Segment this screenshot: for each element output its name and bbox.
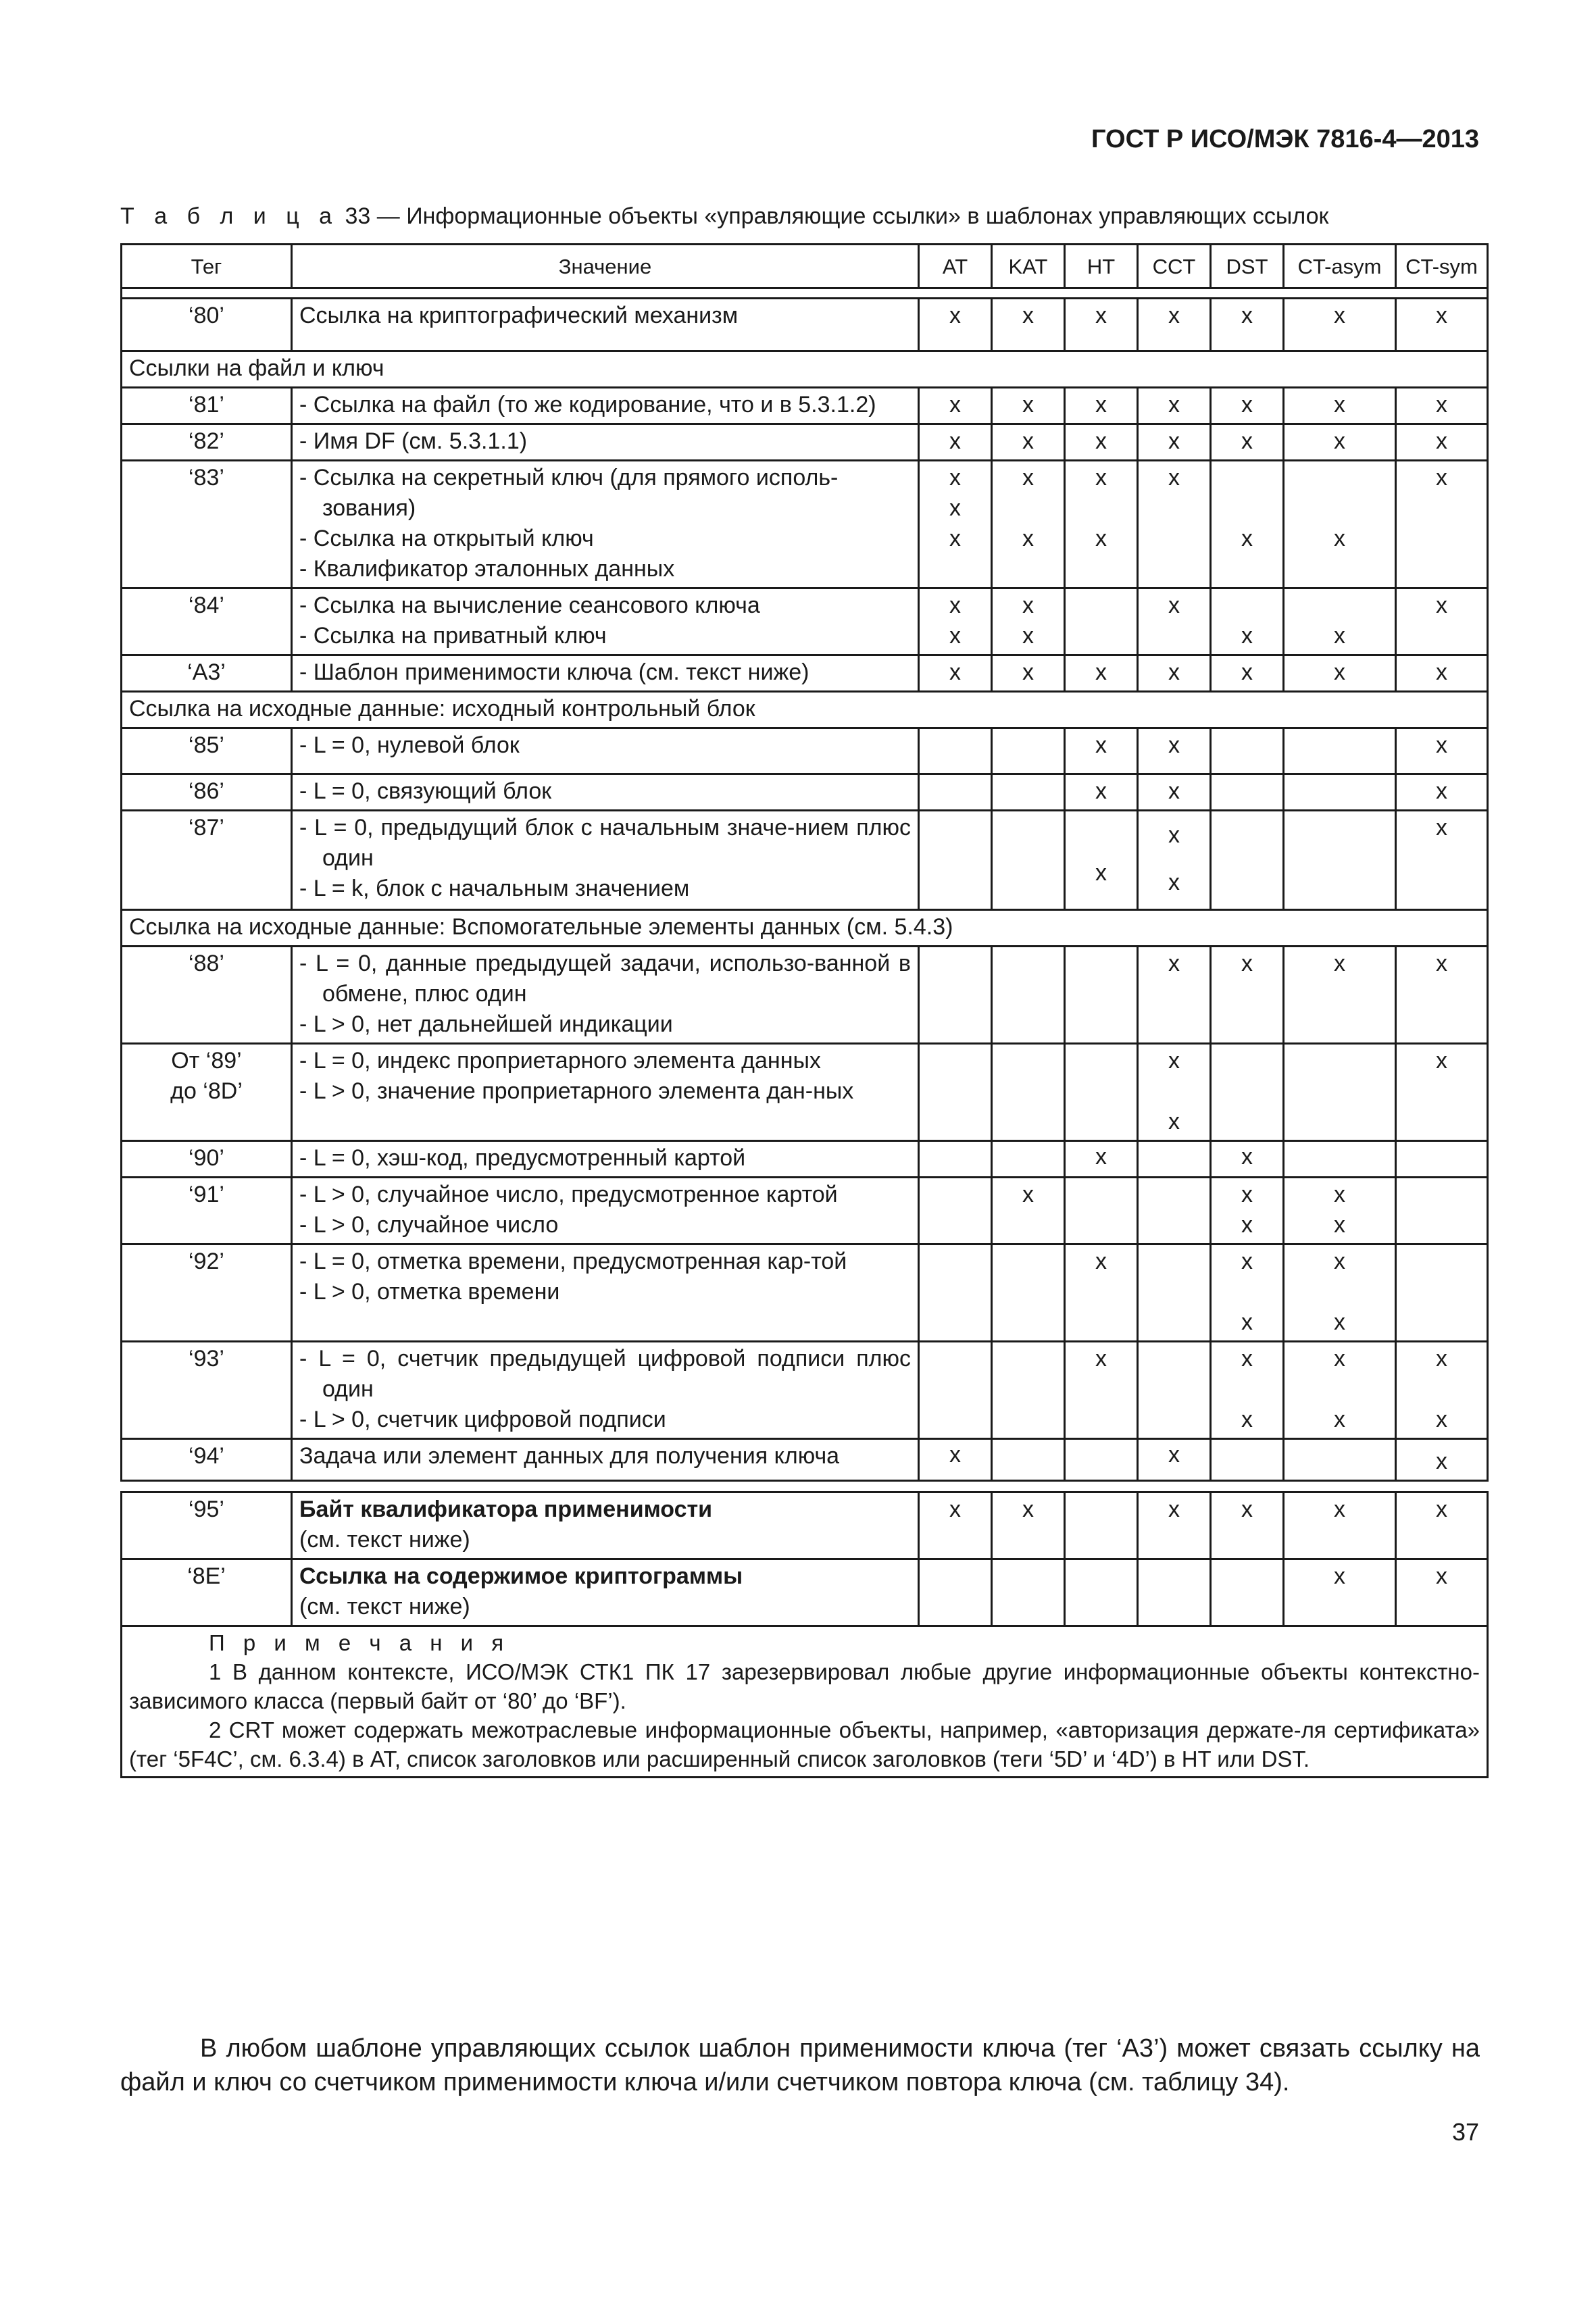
mark-cct: x: [1138, 299, 1211, 351]
row-tag: ‘A3’: [122, 655, 292, 692]
table-caption-prefix: Т а б л и ц а: [120, 203, 339, 229]
header-row: [122, 245, 1488, 288]
mark-ct-asym: [1284, 1044, 1396, 1141]
row-value-line: - Ссылка на секретный ключ (для прямого исполь-зования): [299, 465, 839, 521]
row-tag: ‘93’: [122, 1342, 292, 1439]
mark-at: [919, 1178, 992, 1244]
mark-ht: [1065, 1559, 1138, 1626]
row-value: - Ссылка на файл (то же кодирование, что и в 5.3.1.2): [299, 392, 876, 418]
mark-kat: x: [992, 388, 1065, 424]
mark-cct: [1138, 1342, 1211, 1439]
notes-row: [122, 1626, 1488, 1778]
row-value: - L = 0, нулевой блок: [299, 732, 520, 758]
mark-ct-asym: x x: [1284, 1244, 1396, 1342]
mark-kat: [992, 1244, 1065, 1342]
mark-at: [919, 1559, 992, 1626]
col-header-ht: HT: [1065, 245, 1138, 288]
row-value-line: - L = 0, счетчик предыдущей цифровой подписи плюс один: [299, 1346, 911, 1402]
table-row: [122, 1439, 1488, 1481]
row-value: Задача или элемент данных для получения ключа: [299, 1443, 840, 1469]
row-value-line: - L = k, блок с начальным значением: [299, 876, 690, 901]
mark-dst: [1211, 774, 1284, 811]
mark-cct: [1138, 1244, 1211, 1342]
mark-cct: x: [1138, 1439, 1211, 1481]
mark-at: [919, 947, 992, 1044]
section-title: [122, 910, 1488, 947]
mark-ht: [1065, 1044, 1138, 1141]
mark-dst: x x: [1211, 1244, 1284, 1342]
mark-at: x: [919, 299, 992, 351]
row-tag: ‘90’: [122, 1141, 292, 1178]
row-value-line: Ссылка на содержимое криптограммы: [299, 1563, 743, 1589]
body-paragraph: [120, 2032, 1480, 2099]
mark-at: [919, 1044, 992, 1141]
mark-ct-asym: [1284, 811, 1396, 910]
mark-kat: [992, 728, 1065, 774]
row-value-line: Байт квалификатора применимости: [299, 1496, 713, 1522]
table-row: [122, 811, 1488, 910]
table-row: [122, 947, 1488, 1044]
mark-cct: x: [1138, 388, 1211, 424]
mark-kat: [992, 947, 1065, 1044]
row-value-line: - Ссылка на приватный ключ: [299, 623, 607, 649]
row-value-line: - Квалификатор эталонных данных: [299, 556, 675, 582]
col-header-at: AT: [919, 245, 992, 288]
row-tag: ‘87’: [122, 811, 292, 910]
row-value: - L = 0, связующий блок: [299, 778, 552, 804]
mark-ht: x x: [1065, 461, 1138, 588]
col-header-ct-sym: CT-sym: [1396, 245, 1488, 288]
row-value-line: - Ссылка на открытый ключ: [299, 526, 594, 551]
row-value-line: - L > 0, нет дальнейшей индикации: [299, 1011, 673, 1037]
mark-ct-asym: x x: [1284, 1342, 1396, 1439]
mark-dst: x: [1211, 655, 1284, 692]
mark-cct: [1138, 1178, 1211, 1244]
header-gap: [122, 288, 1488, 299]
mark-cct: x: [1138, 461, 1211, 588]
mark-ct-asym: x: [1284, 388, 1396, 424]
mark-kat: x x: [992, 588, 1065, 655]
mark-cct: x: [1138, 1492, 1211, 1559]
mark-ct-sym: [1396, 1141, 1488, 1178]
mark-ht: [1065, 588, 1138, 655]
row-value: - Шаблон применимости ключа (см. текст ниже): [299, 659, 809, 685]
mark-at: [919, 728, 992, 774]
mark-ht: x: [1065, 1342, 1138, 1439]
row-value: - Имя DF (см. 5.3.1.1): [299, 428, 528, 454]
mark-ht: [1065, 1492, 1138, 1559]
mark-ct-sym: x: [1396, 424, 1488, 461]
mark-cct: x x: [1138, 1044, 1211, 1141]
mark-ht: x: [1065, 1244, 1138, 1342]
mark-kat: [992, 774, 1065, 811]
row-value-line: - L = 0, индекс проприетарного элемента данных: [299, 1048, 821, 1074]
mark-ct-asym: x: [1284, 424, 1396, 461]
mark-at: x: [919, 1439, 992, 1481]
mark-ct-sym: [1396, 1178, 1488, 1244]
mark-dst: [1211, 1559, 1284, 1626]
col-header-ct-asym: CT-asym: [1284, 245, 1396, 288]
mark-ht: x: [1065, 655, 1138, 692]
mark-at: x x x: [919, 461, 992, 588]
notes-cell: [122, 1626, 1488, 1778]
mark-ht: x: [1065, 811, 1138, 910]
row-tag: ‘95’: [122, 1492, 292, 1559]
row-tag: ‘92’: [122, 1244, 292, 1342]
standard-id: ГОСТ Р ИСО/МЭК 7816-4—2013: [1091, 125, 1479, 153]
table-caption-text: 33 — Информационные объекты «управляющие ссылки» в шаблонах управляющих ссылок: [345, 203, 1329, 229]
mark-dst: x: [1211, 947, 1284, 1044]
mark-ct-sym: x: [1396, 1559, 1488, 1626]
row-tag: ‘83’: [122, 461, 292, 588]
row-tag: ‘91’: [122, 1178, 292, 1244]
row-tag: ‘85’: [122, 728, 292, 774]
mark-kat: [992, 1141, 1065, 1178]
row-tag: ‘80’: [122, 299, 292, 351]
row-value-line: - L = 0, данные предыдущей задачи, использо-ванной в обмене, плюс один: [299, 951, 911, 1007]
mark-ct-asym: x: [1284, 299, 1396, 351]
notes-heading: П р и м е ч а н и я: [209, 1630, 510, 1655]
mark-ct-sym: [1396, 1244, 1488, 1342]
mark-ht: [1065, 1439, 1138, 1481]
mark-ct-asym: x x: [1284, 1178, 1396, 1244]
row-tag-line: От ‘89’: [171, 1048, 242, 1074]
mark-ct-asym: [1284, 774, 1396, 811]
table-row: [122, 655, 1488, 692]
data-table: [120, 243, 1489, 1778]
mark-dst: x: [1211, 1492, 1284, 1559]
mark-cct: x x: [1138, 811, 1211, 910]
mark-kat: x: [992, 655, 1065, 692]
table-row: [122, 774, 1488, 811]
row-value: Ссылка на криптографический механизм: [292, 299, 919, 351]
row-tag: ‘94’: [122, 1439, 292, 1481]
mark-kat: [992, 1439, 1065, 1481]
table-row: [122, 728, 1488, 774]
row-value-line: - L = 0, отметка времени, предусмотренная кар-той: [299, 1249, 847, 1274]
table-row: [122, 588, 1488, 655]
row-tag: ‘84’: [122, 588, 292, 655]
mark-at: x: [919, 1492, 992, 1559]
mark-ct-sym: x: [1396, 947, 1488, 1044]
mark-ct-asym: x: [1284, 1492, 1396, 1559]
mark-ct-asym: x: [1284, 588, 1396, 655]
mark-ht: x: [1065, 424, 1138, 461]
section-title-text: Ссылка на исходные данные: Вспомогательные элементы данных: [129, 914, 841, 940]
table-row: [122, 1342, 1488, 1439]
row-tag: ‘88’: [122, 947, 292, 1044]
row-value-line: - L > 0, значение проприетарного элемента дан-ных: [299, 1078, 854, 1104]
mark-ct-asym: x: [1284, 1559, 1396, 1626]
mark-dst: x x: [1211, 1342, 1284, 1439]
mark-kat: x: [992, 424, 1065, 461]
mark-ct-sym: x: [1396, 1492, 1488, 1559]
mark-kat: [992, 1342, 1065, 1439]
row-value-line: - L > 0, отметка времени: [299, 1279, 560, 1305]
mark-ct-sym: x: [1396, 774, 1488, 811]
section-title-ref: (см. 5.4.3): [846, 914, 953, 940]
table-row: [122, 461, 1488, 588]
section-title: Ссылка на исходные данные: исходный контрольный блок: [122, 692, 1488, 728]
mark-at: [919, 811, 992, 910]
mark-ct-asym: x: [1284, 461, 1396, 588]
col-header-value: Значение: [292, 245, 919, 288]
mark-at: [919, 1342, 992, 1439]
table-row: [122, 1244, 1488, 1342]
mark-at: x: [919, 655, 992, 692]
mark-kat: x: [992, 1492, 1065, 1559]
mark-dst: x: [1211, 299, 1284, 351]
mark-dst: x: [1211, 1141, 1284, 1178]
table-row: [122, 388, 1488, 424]
mark-ht: x: [1065, 728, 1138, 774]
table-row: [122, 1178, 1488, 1244]
mark-cct: x: [1138, 655, 1211, 692]
row-tag-line: до ‘8D’: [170, 1078, 243, 1104]
mark-dst: x: [1211, 588, 1284, 655]
mark-cct: x: [1138, 588, 1211, 655]
mark-ht: [1065, 947, 1138, 1044]
mark-ht: [1065, 1178, 1138, 1244]
mark-dst: x: [1211, 424, 1284, 461]
mark-ct-sym: x: [1396, 461, 1488, 588]
note-2: 2 CRT может содержать межотраслевые информационные объекты, например, «авторизация держате-ля сертификата» (тег ‘5F4C’, см. 6.3.4) в AT, список заголовков или расширенный список заголовков (теги ‘5D’ и ‘4D’) в HT или DST.: [129, 1717, 1480, 1771]
table-row: [122, 299, 1488, 351]
page-number: 37: [1451, 2118, 1479, 2146]
mark-kat: [992, 1044, 1065, 1141]
mark-cct: x: [1138, 774, 1211, 811]
table-caption: [120, 203, 1328, 230]
note-1: 1 В данном контексте, ИСО/МЭК СТК1 ПК 17 зарезервировал любые другие информационные объекты контекстно-зависимого класса (первый байт от ‘80’ до ‘BF’).: [129, 1659, 1480, 1713]
mark-cct: x: [1138, 947, 1211, 1044]
mark-ct-sym: x: [1396, 1439, 1488, 1481]
mark-at: [919, 1244, 992, 1342]
table-row: [122, 1044, 1488, 1141]
mark-cct: [1138, 1559, 1211, 1626]
mark-ht: x: [1065, 774, 1138, 811]
mark-ct-asym: x: [1284, 947, 1396, 1044]
mark-ct-asym: x: [1284, 655, 1396, 692]
mark-ct-sym: x: [1396, 299, 1488, 351]
col-header-tag: Тег: [122, 245, 292, 288]
mark-at: x: [919, 388, 992, 424]
row-tag: ‘82’: [122, 424, 292, 461]
section-row: [122, 351, 1488, 388]
table-row: [122, 1559, 1488, 1626]
mark-at: x x: [919, 588, 992, 655]
section-row: [122, 692, 1488, 728]
mark-kat: x: [992, 1178, 1065, 1244]
table-row: [122, 1141, 1488, 1178]
mark-dst: [1211, 728, 1284, 774]
mark-ct-sym: x: [1396, 1044, 1488, 1141]
col-header-cct: CCT: [1138, 245, 1211, 288]
mark-ct-sym: x: [1396, 588, 1488, 655]
row-value: - L = 0, хэш-код, предусмотренный картой: [299, 1145, 746, 1171]
row-value-line: - L = 0, предыдущий блок с начальным значе-нием плюс один: [299, 815, 911, 871]
col-header-kat: KAT: [992, 245, 1065, 288]
mark-kat: [992, 811, 1065, 910]
mark-ct-sym: x: [1396, 728, 1488, 774]
mark-dst: [1211, 811, 1284, 910]
mark-ht: x: [1065, 388, 1138, 424]
mark-ht: x: [1065, 1141, 1138, 1178]
mark-ct-asym: [1284, 728, 1396, 774]
mark-ct-sym: x: [1396, 388, 1488, 424]
mark-at: x: [919, 424, 992, 461]
table-row: [122, 1492, 1488, 1559]
mark-kat: x: [992, 299, 1065, 351]
section-row: [122, 910, 1488, 947]
mark-cct: x: [1138, 728, 1211, 774]
table-break: [122, 1481, 1488, 1492]
row-tag: ‘86’: [122, 774, 292, 811]
mark-dst: x x: [1211, 1178, 1284, 1244]
mark-dst: x: [1211, 461, 1284, 588]
mark-dst: x: [1211, 388, 1284, 424]
mark-kat: [992, 1559, 1065, 1626]
mark-ct-asym: [1284, 1141, 1396, 1178]
mark-ct-asym: [1284, 1439, 1396, 1481]
mark-ct-sym: x x: [1396, 1342, 1488, 1439]
row-value-line: - L > 0, случайное число, предусмотренное картой: [299, 1182, 838, 1207]
row-tag: ‘81’: [122, 388, 292, 424]
row-value-line: - Ссылка на вычисление сеансового ключа: [299, 593, 760, 618]
mark-ct-sym: x: [1396, 811, 1488, 910]
row-value-line: - L > 0, случайное число: [299, 1212, 559, 1238]
mark-kat: x x: [992, 461, 1065, 588]
body-paragraph-text: В любом шаблоне управляющих ссылок шаблон применимости ключа (тег ‘A3’) может связать ссылку на файл и ключ со счетчиком применимости ключа и/или счетчиком повтора ключа (см. таблицу 34).: [120, 2034, 1480, 2096]
mark-at: [919, 1141, 992, 1178]
row-tag: ‘8E’: [122, 1559, 292, 1626]
row-value-line: (см. текст ниже): [299, 1527, 470, 1553]
col-header-dst: DST: [1211, 245, 1284, 288]
row-value-line: - L > 0, счетчик цифровой подписи: [299, 1407, 666, 1432]
mark-dst: [1211, 1044, 1284, 1141]
row-value-line: (см. текст ниже): [299, 1594, 470, 1619]
section-title: Ссылки на файл и ключ: [122, 351, 1488, 388]
mark-ht: x: [1065, 299, 1138, 351]
mark-cct: x: [1138, 424, 1211, 461]
mark-at: [919, 774, 992, 811]
table-row: [122, 424, 1488, 461]
mark-ct-sym: x: [1396, 655, 1488, 692]
mark-dst: [1211, 1439, 1284, 1481]
mark-cct: [1138, 1141, 1211, 1178]
